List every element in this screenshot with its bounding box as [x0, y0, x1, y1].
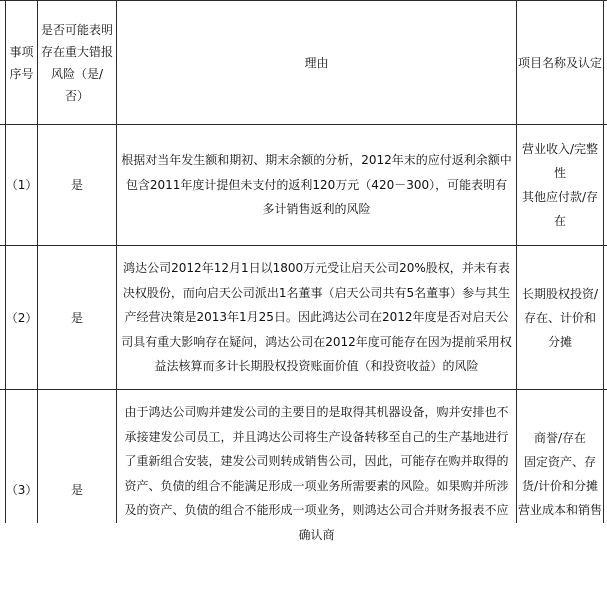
header-item: 项目名称及认定 [517, 55, 602, 70]
row2-risk: 是 [70, 310, 83, 325]
row3-item: 商誉/存在 固定资产、存货/计价和分摊 营业成本和销售 [517, 431, 602, 517]
header-risk: 是否可能表明 存在重大错报 风险（是/ 否） [40, 22, 113, 103]
row2-reason: 鸿达公司2012年12月1日以1800万元受让启天公司20%股权，并未有表决权股份，而向启天公司派出1名董事（启天公司共有5名董事）参与其生产经营决策是2013年1月25日。因此鸿达公司在2012年度是否对启天公司具有重大影响存在疑问，鸿达公司在2012年度可能存在因为提前采用权益法核算而多计长期股权投资账面价值（和投资收益）的风险 [121, 261, 512, 374]
table-border-right [603, 0, 604, 523]
row3-seq: （3） [5, 483, 38, 497]
header-reason: 理由 [304, 55, 329, 70]
row1-reason: 根据对当年发生额和期初、期末余额的分析，2012年末的应付返利余额中包含2011年度计提但未支付的返利120万元（420－300），可能表明有多计销售返利的风险 [121, 153, 512, 217]
row1-item: 营业收入/完整性 其他应付款/存在 [521, 142, 599, 228]
row3-reason: 由于鸿达公司购并建发公司的主要目的是取得其机器设备，购并安排也不承接建发公司员工，并且鸿达公司将生产设备转移至自己的生产基地进行了重新组合安装，建发公司则转成销售公司，因此，可能存在购并取得的资产、负债的组合不能满足形成一项业务所需要素的风险。如果购并所涉及的资产、负债的组合不能形成一项业务，则鸿达公司合并财务报表不应确认商 [124, 405, 509, 542]
row2-item: 长期股权投资/存在、计价和分摊 [521, 286, 599, 349]
header-seq: 事项 序号 [9, 44, 34, 81]
row1-seq: （1） [5, 178, 38, 192]
row3-risk: 是 [70, 483, 83, 497]
row2-seq: （2） [5, 310, 38, 325]
row1-risk: 是 [70, 178, 83, 192]
